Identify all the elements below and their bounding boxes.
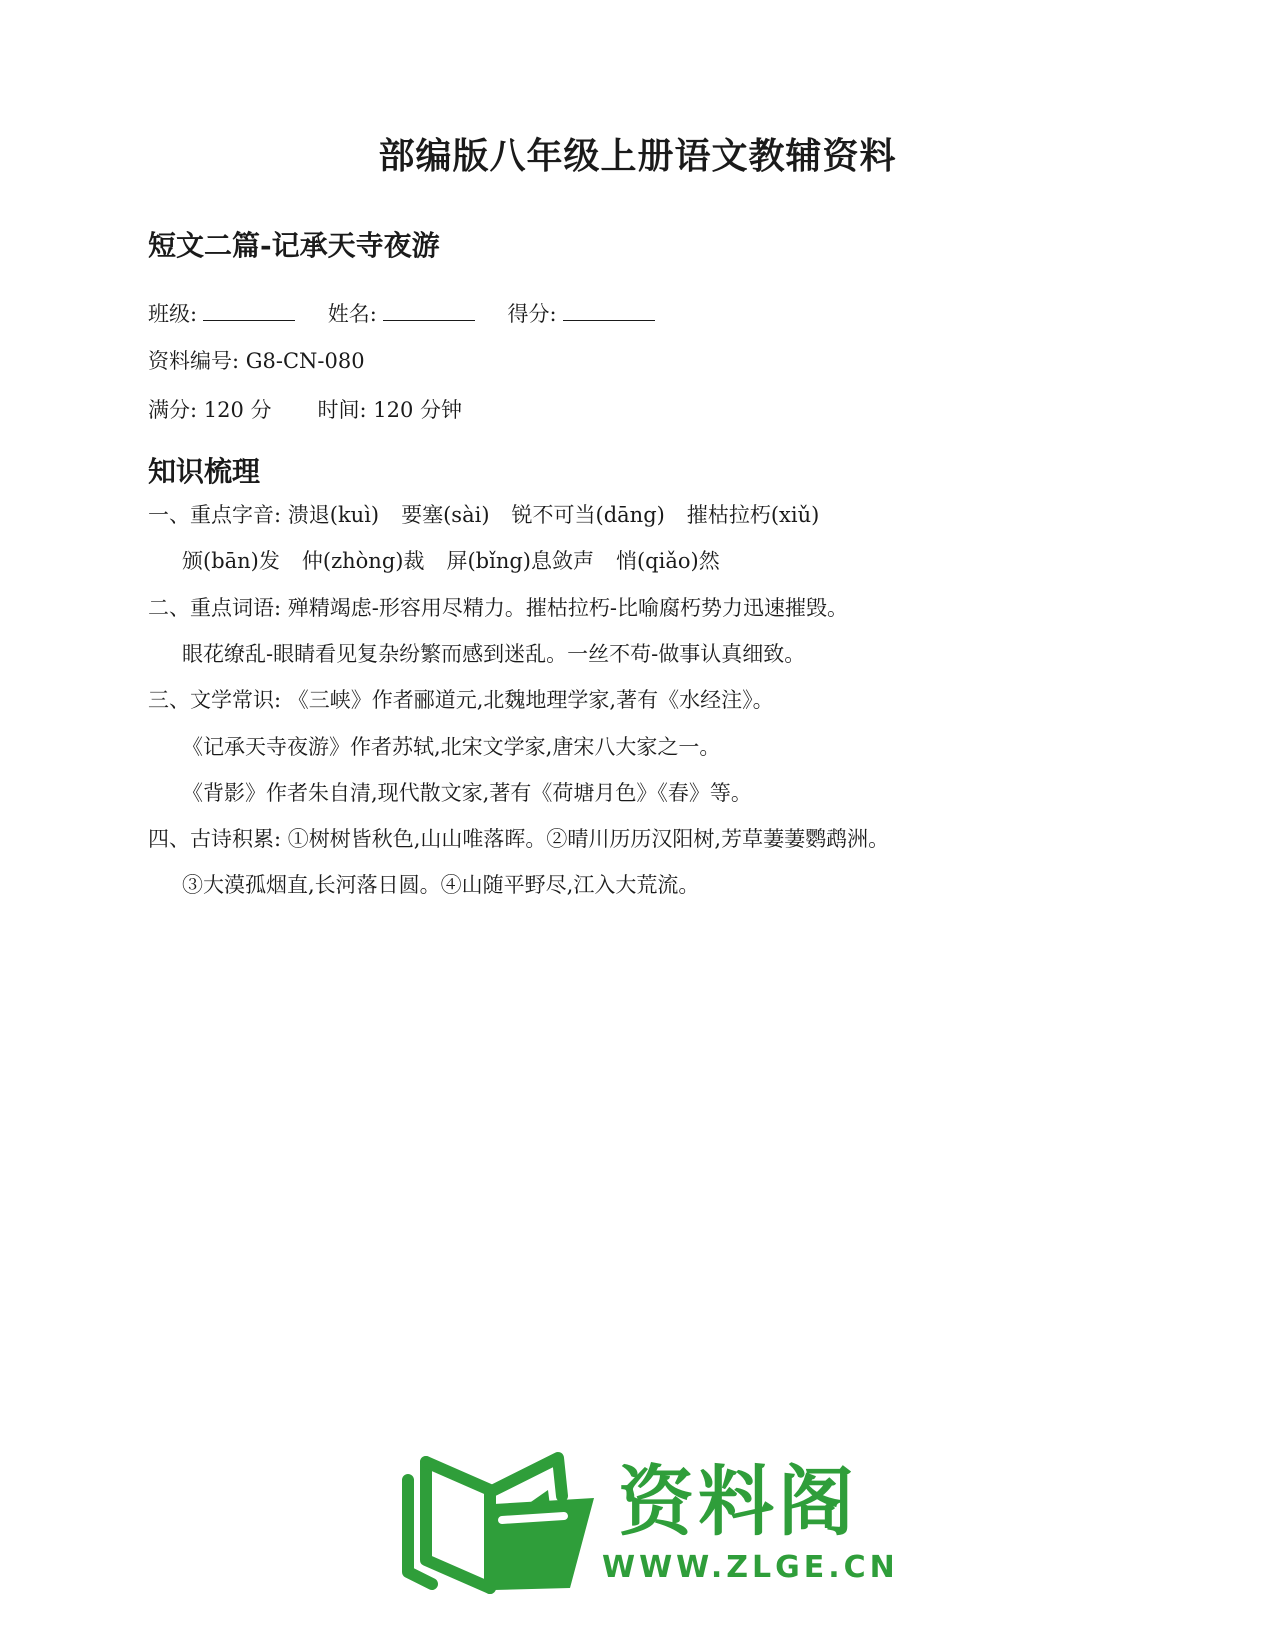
knowledge-line [182, 546, 720, 576]
class-label: 班级: [148, 302, 198, 326]
knowledge-line [148, 500, 819, 530]
knowledge-item: 《背影》作者朱自清,现代散文家,著有《荷塘月色》《春》等。 [182, 781, 752, 805]
knowledge-line [182, 732, 720, 762]
student-info-line [148, 298, 681, 329]
knowledge-item: 二、重点词语: 殚精竭虑-形容用尽精力。摧枯拉朽-比喻腐朽势力迅速摧毁。 [148, 596, 848, 620]
document-title: 部编版八年级上册语文教辅资料 [378, 135, 897, 177]
knowledge-item: 锐不可当(dāng) [511, 503, 665, 527]
logo-name: 资料阁 [618, 1457, 858, 1546]
logo-url[interactable]: WWW.ZLGE.CN [602, 1550, 899, 1585]
knowledge-item: 屏(bǐng)息敛声 [446, 549, 594, 573]
knowledge-line [148, 824, 889, 854]
knowledge-line [182, 639, 805, 669]
knowledge-line [182, 778, 752, 808]
knowledge-item: 颁(bān)发 [182, 549, 280, 573]
exam-time: 时间: 120 分钟 [317, 398, 463, 422]
knowledge-item: 《记承天寺夜游》作者苏轼,北宋文学家,唐宋八大家之一。 [182, 735, 721, 759]
knowledge-item: 悄(qiǎo)然 [615, 549, 720, 573]
knowledge-line [148, 593, 848, 623]
class-blank[interactable] [203, 298, 295, 321]
material-id: 资料编号: G8-CN-080 [148, 349, 365, 373]
full-score: 满分: 120 分 [148, 398, 272, 422]
knowledge-item: 四、古诗积累: ①树树皆秋色,山山唯落晖。②晴川历历汉阳树,芳草萋萋鹦鹉洲。 [148, 827, 890, 851]
knowledge-item: 要塞(sài) [401, 503, 490, 527]
exam-meta-line [148, 395, 462, 425]
knowledge-item: 一、重点字音: 溃退(kuì) [148, 503, 380, 527]
lesson-title: 短文二篇-记承天寺夜游 [148, 229, 440, 262]
score-label: 得分: [507, 302, 557, 326]
name-blank[interactable] [383, 298, 475, 321]
section-title: 知识梳理 [148, 455, 261, 488]
knowledge-item: 摧枯拉朽(xiǔ) [686, 503, 820, 527]
knowledge-item: 三、文学常识: 《三峡》作者郦道元,北魏地理学家,著有《水经注》。 [148, 688, 774, 712]
knowledge-item: ③大漠孤烟直,长河落日圆。④山随平野尽,江入大荒流。 [182, 873, 700, 897]
knowledge-item: 眼花缭乱-眼睛看见复杂纷繁而感到迷乱。一丝不苟-做事认真细致。 [182, 642, 806, 666]
score-blank[interactable] [563, 298, 655, 321]
knowledge-line [148, 685, 774, 715]
knowledge-line [182, 870, 699, 900]
name-label: 姓名: [327, 302, 377, 326]
knowledge-item: 仲(zhòng)裁 [301, 549, 425, 573]
